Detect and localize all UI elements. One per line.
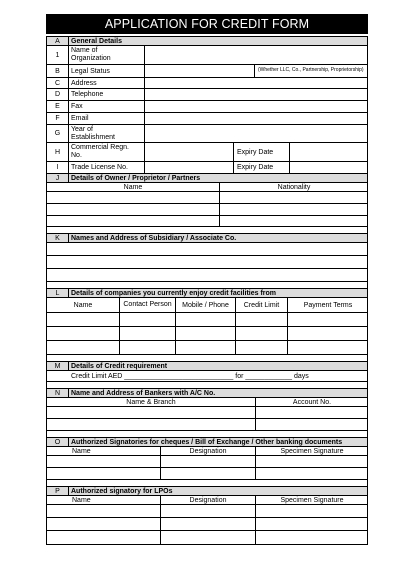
- column-header-name: Name: [73, 301, 93, 309]
- field-label: Year of Establishment: [71, 125, 115, 141]
- column-header-nationality: Nationality: [219, 183, 368, 191]
- owner-nationality-input[interactable]: [219, 192, 368, 203]
- lpo-signature-input[interactable]: [255, 505, 368, 517]
- cf-limit-input[interactable]: [235, 313, 287, 326]
- spacer: [47, 431, 367, 438]
- field-label: Trade License No.: [71, 164, 128, 171]
- section-a-header: [47, 37, 367, 46]
- row-address: [47, 78, 367, 89]
- lpo-signature-input[interactable]: [255, 531, 368, 544]
- row-code: 1: [47, 46, 69, 64]
- signatory-name-input[interactable]: [47, 456, 160, 467]
- column-header-mobile-phone: Mobile / Phone: [175, 298, 235, 312]
- field-label: Legal Status: [71, 67, 110, 75]
- cf-contact-input[interactable]: [119, 341, 175, 354]
- column-header-account-no: Account No.: [255, 398, 368, 406]
- section-m-header: [47, 362, 367, 371]
- row-code: I: [47, 162, 69, 173]
- cf-name-input[interactable]: [47, 327, 119, 340]
- section-code: N: [47, 389, 69, 397]
- credit-facility-row: [47, 327, 367, 341]
- cf-phone-input[interactable]: [175, 327, 235, 340]
- spacer: [47, 382, 367, 389]
- signatory-row: [47, 468, 367, 480]
- legal-status-note: (Whether LLC, Co., Partnership, Proprietorship): [254, 65, 368, 77]
- column-header-payment-terms: Payment Terms: [287, 298, 368, 312]
- field-label: Commercial Regn. No.: [71, 144, 129, 159]
- bank-name-input[interactable]: [47, 407, 255, 418]
- trade-license-input[interactable]: [144, 162, 233, 173]
- section-code: A: [47, 37, 69, 45]
- row-year-of-establishment: [47, 125, 367, 143]
- owner-name-input[interactable]: [47, 204, 219, 215]
- lpo-signatory-row: [47, 505, 367, 518]
- commercial-regn-input[interactable]: [144, 143, 233, 161]
- credit-requirement-row: [47, 371, 367, 382]
- account-no-input[interactable]: [255, 419, 368, 430]
- bank-name-input[interactable]: [47, 419, 255, 430]
- lpo-signatory-row: [47, 531, 367, 544]
- lpo-designation-input[interactable]: [160, 505, 255, 517]
- section-j-header: [47, 174, 367, 183]
- owner-nationality-input[interactable]: [219, 204, 368, 215]
- signatories-table-header: [47, 447, 367, 456]
- expiry-date-label: Expiry Date: [233, 143, 289, 161]
- cf-name-input[interactable]: [47, 341, 119, 354]
- cf-phone-input[interactable]: [175, 313, 235, 326]
- row-code: D: [47, 89, 69, 100]
- signatory-designation-input[interactable]: [160, 456, 255, 467]
- spacer: [47, 480, 367, 487]
- row-telephone: [47, 89, 367, 101]
- row-legal-status: [47, 65, 367, 78]
- lpo-signatories-table-header: [47, 496, 367, 505]
- column-header-credit-limit: Credit Limit: [235, 298, 287, 312]
- lpo-name-input[interactable]: [47, 531, 160, 544]
- section-n-header: [47, 389, 367, 398]
- legal-status-input[interactable]: [144, 65, 254, 77]
- column-header-name: Name: [72, 496, 91, 504]
- organization-name-input[interactable]: [144, 46, 368, 64]
- cf-limit-input[interactable]: [235, 327, 287, 340]
- column-header-name-branch: Name & Branch: [126, 398, 176, 406]
- column-header-contact-person: Contact Person: [119, 298, 175, 312]
- row-code: H: [47, 143, 69, 161]
- owner-name-input[interactable]: [47, 216, 219, 226]
- lpo-signature-input[interactable]: [255, 518, 368, 530]
- cf-limit-input[interactable]: [235, 341, 287, 354]
- column-header-name: Name: [123, 183, 143, 191]
- signatory-signature-input[interactable]: [255, 468, 368, 479]
- cf-phone-input[interactable]: [175, 341, 235, 354]
- signatory-signature-input[interactable]: [255, 456, 368, 467]
- section-title: Names and Address of Subsidiary / Associate Co.: [71, 234, 237, 242]
- trade-license-expiry-input[interactable]: [289, 162, 368, 173]
- section-o-header: [47, 438, 367, 447]
- column-header-specimen-signature: Specimen Signature: [255, 496, 368, 504]
- section-title: Name and Address of Bankers with A/C No.: [71, 389, 216, 397]
- spacer: [47, 227, 367, 234]
- field-label: Telephone: [71, 91, 104, 98]
- credit-facility-row: [47, 313, 367, 327]
- banker-row: [47, 407, 367, 419]
- fax-input[interactable]: [144, 101, 368, 112]
- cf-terms-input[interactable]: [287, 327, 368, 340]
- credit-form: [46, 36, 368, 545]
- subsidiary-row[interactable]: [47, 256, 367, 269]
- section-p-header: [47, 487, 367, 496]
- section-title: Authorized signatory for LPOs: [71, 487, 173, 495]
- section-code: K: [47, 234, 69, 242]
- section-title: Details of companies you currently enjoy credit facilities from: [71, 289, 277, 297]
- field-label: Email: [71, 115, 89, 122]
- field-label: Name of Organization: [71, 47, 111, 62]
- row-code: F: [47, 113, 69, 124]
- cf-contact-input[interactable]: [119, 327, 175, 340]
- row-email: [47, 113, 367, 125]
- credit-facility-row: [47, 341, 367, 355]
- expiry-date-label: Expiry Date: [233, 162, 289, 173]
- column-header-designation: Designation: [160, 447, 255, 455]
- form-title: APPLICATION FOR CREDIT FORM: [46, 14, 368, 34]
- cf-terms-input[interactable]: [287, 313, 368, 326]
- column-header-specimen-signature: Specimen Signature: [255, 447, 368, 455]
- owners-row: [47, 216, 367, 227]
- row-commercial-regn: [47, 143, 367, 162]
- cf-name-input[interactable]: [47, 313, 119, 326]
- row-fax: [47, 101, 367, 113]
- row-name-of-organization: [47, 46, 367, 65]
- column-header-name: Name: [72, 447, 91, 455]
- section-code: M: [47, 362, 69, 370]
- lpo-name-input[interactable]: [47, 518, 160, 530]
- section-title: Authorized Signatories for cheques / Bill of Exchange / Other banking documents: [71, 438, 343, 446]
- section-code: L: [47, 289, 69, 297]
- section-code: O: [47, 438, 69, 446]
- email-input[interactable]: [144, 113, 368, 124]
- owners-row: [47, 204, 367, 216]
- owners-table-header: [47, 183, 367, 192]
- spacer: [47, 355, 367, 362]
- year-of-establishment-input[interactable]: [144, 125, 368, 142]
- section-code: J: [47, 174, 69, 182]
- bankers-table-header: [47, 398, 367, 407]
- owners-row: [47, 192, 367, 204]
- signatory-designation-input[interactable]: [160, 468, 255, 479]
- section-code: P: [47, 487, 69, 495]
- subsidiary-row[interactable]: [47, 243, 367, 256]
- column-header-designation: Designation: [160, 496, 255, 504]
- lpo-name-input[interactable]: [47, 505, 160, 517]
- cf-contact-input[interactable]: [119, 313, 175, 326]
- signatory-name-input[interactable]: [47, 468, 160, 479]
- cf-terms-input[interactable]: [287, 341, 368, 354]
- row-trade-license: [47, 162, 367, 174]
- row-code: E: [47, 101, 69, 112]
- row-code: B: [47, 65, 69, 77]
- field-label: Fax: [71, 103, 83, 110]
- row-code: C: [47, 78, 69, 88]
- lpo-designation-input[interactable]: [160, 518, 255, 530]
- section-title: Details of Owner / Proprietor / Partners: [71, 174, 201, 182]
- owner-nationality-input[interactable]: [219, 216, 368, 226]
- credit-facilities-header: [47, 298, 367, 313]
- commercial-expiry-input[interactable]: [289, 143, 368, 161]
- field-label: Address: [71, 79, 97, 87]
- section-title: Details of Credit requirement: [71, 362, 168, 370]
- subsidiary-row[interactable]: [47, 269, 367, 282]
- account-no-input[interactable]: [255, 407, 368, 418]
- telephone-input[interactable]: [144, 89, 368, 100]
- signatory-row: [47, 456, 367, 468]
- section-title: General Details: [71, 37, 122, 45]
- address-input[interactable]: [144, 78, 368, 88]
- credit-limit-line[interactable]: Credit Limit AED ____________________________ for ____________ days: [71, 372, 309, 380]
- lpo-signatory-row: [47, 518, 367, 531]
- banker-row: [47, 419, 367, 431]
- row-code: G: [47, 125, 69, 142]
- owner-name-input[interactable]: [47, 192, 219, 203]
- spacer: [47, 282, 367, 289]
- section-k-header: [47, 234, 367, 243]
- lpo-designation-input[interactable]: [160, 531, 255, 544]
- section-l-header: [47, 289, 367, 298]
